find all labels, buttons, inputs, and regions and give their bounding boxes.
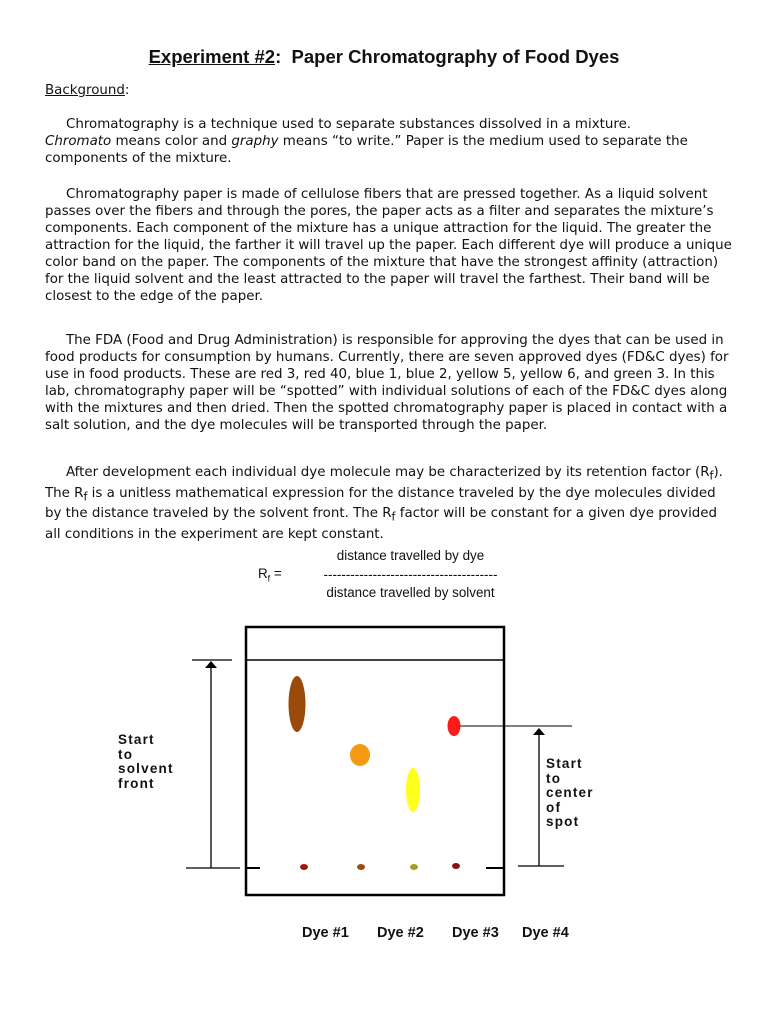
dye-2-origin-spot xyxy=(357,864,365,870)
background-heading xyxy=(45,83,129,98)
rf-divider: --------------------------------------- xyxy=(323,567,498,582)
title-text: Paper Chromatography of Food Dyes xyxy=(291,46,620,67)
title-colon: : xyxy=(275,46,282,67)
rf-numerator: distance travelled by dye xyxy=(336,548,485,563)
p2-text: Chromatography paper is made of cellulose fibers that are pressed together. As a liquid solvent passes over the fibers and through the pores, the paper acts as a filter and separates the mixture’s components. Each component of the mixture has a unique attraction for the liquid. The greater the attraction for the liquid, the farther it will travel up the paper. Each different dye will produce a unique color band on the paper. The components of the mixture that have the strongest affinity (attraction) for the liquid solvent and the least attracted to the paper will travel the farthest. Their band will be closest to the edge of the paper. xyxy=(45,187,732,304)
rf-formula-lhs xyxy=(258,566,282,584)
p1-sentence-3: means “to write.” Paper is the medium used to separate the components of the mixture. xyxy=(45,134,688,166)
dye-1-band xyxy=(289,676,306,732)
dye-label-4: Dye #4 xyxy=(522,925,569,941)
rf-subscript: f xyxy=(267,573,271,584)
paragraph-3 xyxy=(45,332,735,434)
dye-label-1: Dye #1 xyxy=(302,925,349,941)
p4-sub-1: f xyxy=(709,469,714,483)
p4-part-2: ). The R xyxy=(45,465,723,501)
background-heading-text: Background xyxy=(45,83,125,98)
p4-part-4: factor will be constant for a given dye provided all conditions in the experiment are kept constant. xyxy=(45,506,718,543)
left-arrow-head xyxy=(205,661,217,668)
right-arrow-head xyxy=(533,728,545,735)
rf-equals: = xyxy=(270,566,282,581)
p3-text: The FDA (Food and Drug Administration) is responsible for approving the dyes that can be used in food products for consumption by humans. Currently, there are seven approved dyes (FD&C dyes) for use in food products. These are red 3, red 40, blue 1, blue 2, yellow 5, yellow 6, and green 3. In this lab, chromatography paper will be “spotted” with individual solutions of each of the FD&C dyes along with the mixtures and then dried. Then the spotted chromatography paper is placed in contact with a salt solution, and the dye molecules will be transported through the paper. xyxy=(45,333,729,433)
p4-part-1: After development each individual dye molecule may be characterized by its retention factor (R xyxy=(66,465,710,480)
dye-3-origin-spot xyxy=(410,864,418,870)
background-heading-colon: : xyxy=(124,83,130,98)
dye-2-band xyxy=(350,744,370,766)
paragraph-1 xyxy=(45,116,735,167)
p1-italic-graphy: graphy xyxy=(231,134,279,149)
dye-label-2: Dye #2 xyxy=(377,925,424,941)
p4-sub-3: f xyxy=(391,511,396,525)
experiment-number: Experiment #2 xyxy=(148,46,276,67)
p1-sentence-1: Chromatography is a technique used to separate substances dissolved in a mixture. xyxy=(66,117,632,132)
p1-sentence-2: means color and xyxy=(111,134,232,149)
p1-italic-chromato: Chromato xyxy=(45,134,112,149)
rf-denominator: distance travelled by solvent xyxy=(326,585,495,600)
dye-4-band xyxy=(448,716,461,736)
chromatography-diagram xyxy=(0,600,768,920)
dye-label-3: Dye #3 xyxy=(452,925,499,941)
start-to-center-of-spot-label: Start to center of spot xyxy=(546,756,594,829)
start-to-solvent-front-label: Start to solvent front xyxy=(118,732,174,791)
dye-3-band xyxy=(406,768,420,812)
dye-1-origin-spot xyxy=(300,864,308,870)
p4-sub-2: f xyxy=(83,490,88,504)
page-title xyxy=(0,46,768,68)
rf-symbol: R xyxy=(258,566,268,581)
paragraph-4 xyxy=(45,464,735,543)
p4-part-3: is a unitless mathematical expression for the distance traveled by the dye molecules divided by the distance traveled by the solvent front. The R xyxy=(45,485,716,522)
chromatography-paper xyxy=(246,627,504,895)
dye-4-origin-spot xyxy=(452,863,460,869)
paragraph-2 xyxy=(45,186,735,305)
